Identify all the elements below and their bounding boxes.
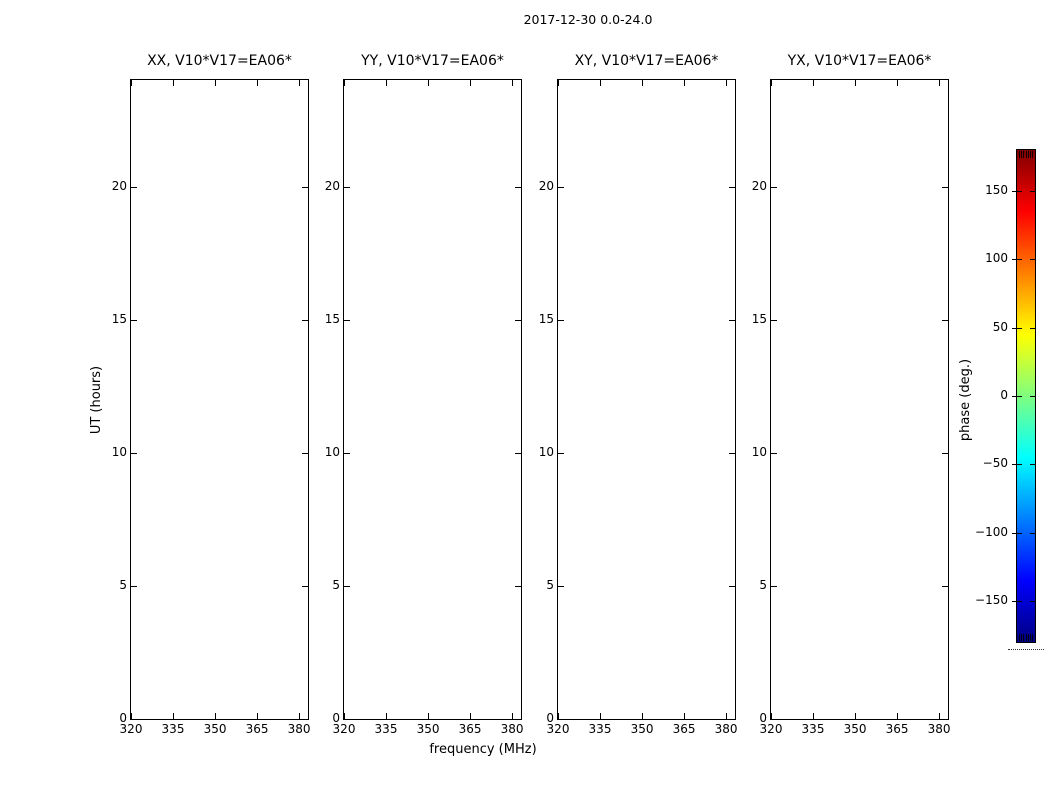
y-tick-label: 15 bbox=[324, 311, 340, 326]
x-axis-label: frequency (MHz) bbox=[429, 742, 537, 757]
y-tick-label: 5 bbox=[119, 577, 127, 592]
y-tick-label: 10 bbox=[538, 444, 554, 459]
x-tick-top bbox=[344, 80, 345, 86]
x-tick-label: 350 bbox=[203, 722, 227, 736]
colorbar-tick-left bbox=[1012, 601, 1022, 602]
x-tick-top bbox=[813, 80, 814, 86]
x-tick-top bbox=[558, 80, 559, 86]
panel-title: YX, V10*V17=EA06* bbox=[787, 53, 932, 69]
panel-title: XY, V10*V17=EA06* bbox=[574, 53, 719, 69]
x-tick-label: 365 bbox=[885, 722, 909, 736]
colorbar-tick-label: 50 bbox=[992, 319, 1008, 334]
x-tick-label: 335 bbox=[801, 722, 825, 736]
y-tick-left bbox=[131, 187, 137, 188]
y-tick-left bbox=[558, 320, 564, 321]
colorbar-tick-left bbox=[1012, 464, 1022, 465]
colorbar-tick-label: 0 bbox=[1000, 388, 1008, 402]
y-tick-label: 15 bbox=[538, 311, 554, 326]
colorbar-end-hatch bbox=[1032, 151, 1033, 158]
y-tick-label: 20 bbox=[538, 178, 554, 193]
x-tick-label: 365 bbox=[458, 722, 482, 736]
colorbar-end-hatch bbox=[1019, 634, 1020, 641]
x-tick-bottom bbox=[299, 713, 300, 719]
x-tick-bottom bbox=[642, 713, 643, 719]
x-tick-top bbox=[726, 80, 727, 86]
y-tick-left bbox=[558, 453, 564, 454]
x-tick-label: 320 bbox=[332, 722, 356, 736]
plot-area bbox=[130, 79, 309, 720]
x-tick-bottom bbox=[684, 713, 685, 719]
y-tick-left bbox=[771, 453, 777, 454]
y-tick-label: 10 bbox=[751, 444, 767, 459]
x-tick-label: 320 bbox=[546, 722, 570, 736]
colorbar-end-hatch bbox=[1021, 634, 1022, 641]
colorbar-end-hatch bbox=[1028, 634, 1029, 641]
colorbar-tick-left bbox=[1012, 259, 1022, 260]
colorbar-end-hatch bbox=[1030, 634, 1031, 641]
plot-area bbox=[343, 79, 522, 720]
x-tick-top bbox=[386, 80, 387, 86]
colorbar-tick-left bbox=[1012, 328, 1022, 329]
x-tick-label: 365 bbox=[245, 722, 269, 736]
y-tick-right bbox=[942, 320, 948, 321]
y-tick-left bbox=[344, 586, 350, 587]
x-tick-label: 380 bbox=[500, 722, 524, 736]
plot-area bbox=[770, 79, 949, 720]
y-tick-right bbox=[942, 453, 948, 454]
colorbar-tick-right bbox=[1030, 464, 1035, 465]
x-tick-label: 350 bbox=[630, 722, 654, 736]
x-tick-label: 320 bbox=[759, 722, 783, 736]
colorbar-tick-left bbox=[1012, 396, 1022, 397]
y-tick-label: 5 bbox=[332, 577, 340, 592]
x-tick-label: 335 bbox=[374, 722, 398, 736]
colorbar-end-hatch bbox=[1032, 634, 1033, 641]
x-tick-top bbox=[855, 80, 856, 86]
y-tick-right bbox=[942, 719, 948, 720]
colorbar-tick-right bbox=[1030, 533, 1035, 534]
y-tick-left bbox=[771, 320, 777, 321]
y-tick-label: 0 bbox=[332, 711, 340, 725]
x-tick-top bbox=[215, 80, 216, 86]
x-tick-top bbox=[600, 80, 601, 86]
colorbar-tick-label: 150 bbox=[985, 183, 1008, 197]
colorbar-dotted-line bbox=[1008, 649, 1044, 650]
colorbar-end-hatch bbox=[1023, 634, 1024, 641]
y-tick-left bbox=[344, 453, 350, 454]
x-tick-bottom bbox=[726, 713, 727, 719]
y-tick-label: 15 bbox=[751, 311, 767, 326]
y-tick-label: 20 bbox=[751, 178, 767, 193]
y-tick-left bbox=[558, 187, 564, 188]
y-tick-left bbox=[771, 719, 777, 720]
y-tick-label: 5 bbox=[759, 577, 767, 592]
x-tick-label: 380 bbox=[287, 722, 311, 736]
colorbar-tick-right bbox=[1030, 328, 1035, 329]
x-tick-bottom bbox=[257, 713, 258, 719]
y-tick-left bbox=[131, 320, 137, 321]
y-tick-left bbox=[771, 187, 777, 188]
colorbar-tick-right bbox=[1030, 259, 1035, 260]
colorbar-end-hatch bbox=[1023, 151, 1024, 158]
y-tick-label: 20 bbox=[111, 178, 127, 193]
y-tick-label: 10 bbox=[111, 444, 127, 459]
x-tick-bottom bbox=[215, 713, 216, 719]
colorbar-tick-right bbox=[1030, 601, 1035, 602]
x-tick-bottom bbox=[512, 713, 513, 719]
x-tick-top bbox=[512, 80, 513, 86]
x-tick-bottom bbox=[428, 713, 429, 719]
y-tick-label: 0 bbox=[119, 711, 127, 725]
x-tick-bottom bbox=[813, 713, 814, 719]
y-tick-label: 10 bbox=[324, 444, 340, 459]
colorbar-tick-label: 100 bbox=[985, 251, 1008, 266]
x-tick-top bbox=[684, 80, 685, 86]
x-tick-label: 335 bbox=[161, 722, 185, 736]
y-tick-left bbox=[131, 586, 137, 587]
colorbar-end-hatch bbox=[1028, 151, 1029, 158]
colorbar-tick-label: −50 bbox=[982, 456, 1008, 471]
x-tick-label: 350 bbox=[843, 722, 867, 736]
x-tick-top bbox=[771, 80, 772, 86]
x-tick-bottom bbox=[600, 713, 601, 719]
x-tick-top bbox=[173, 80, 174, 86]
x-tick-bottom bbox=[897, 713, 898, 719]
y-axis-label: UT (hours) bbox=[89, 365, 104, 435]
y-tick-left bbox=[344, 719, 350, 720]
x-tick-top bbox=[428, 80, 429, 86]
y-tick-label: 0 bbox=[759, 711, 767, 725]
y-tick-left bbox=[558, 586, 564, 587]
x-tick-bottom bbox=[855, 713, 856, 719]
colorbar-end-hatch bbox=[1030, 151, 1031, 158]
x-tick-label: 335 bbox=[588, 722, 612, 736]
x-tick-bottom bbox=[470, 713, 471, 719]
y-tick-left bbox=[771, 586, 777, 587]
figure-title: 2017-12-30 0.0-24.0 bbox=[523, 12, 653, 27]
y-tick-right bbox=[942, 187, 948, 188]
x-tick-label: 380 bbox=[927, 722, 951, 736]
x-tick-top bbox=[897, 80, 898, 86]
y-tick-left bbox=[131, 453, 137, 454]
colorbar-tick-right bbox=[1030, 191, 1035, 192]
x-tick-bottom bbox=[173, 713, 174, 719]
y-tick-left bbox=[131, 719, 137, 720]
y-tick-label: 0 bbox=[546, 711, 554, 725]
x-tick-bottom bbox=[386, 713, 387, 719]
y-tick-right bbox=[942, 586, 948, 587]
panel-title: YY, V10*V17=EA06* bbox=[361, 53, 504, 69]
panel-title: XX, V10*V17=EA06* bbox=[147, 53, 292, 69]
x-tick-top bbox=[299, 80, 300, 86]
colorbar-tick-right bbox=[1030, 396, 1035, 397]
y-tick-left bbox=[344, 187, 350, 188]
y-tick-left bbox=[344, 320, 350, 321]
x-tick-top bbox=[131, 80, 132, 86]
y-tick-label: 5 bbox=[546, 577, 554, 592]
y-tick-left bbox=[558, 719, 564, 720]
colorbar-tick-label: −150 bbox=[975, 593, 1008, 607]
y-tick-label: 15 bbox=[111, 311, 127, 326]
colorbar-end-hatch bbox=[1026, 151, 1027, 158]
x-tick-label: 320 bbox=[119, 722, 143, 736]
x-tick-label: 365 bbox=[672, 722, 696, 736]
x-tick-top bbox=[642, 80, 643, 86]
x-tick-top bbox=[257, 80, 258, 86]
colorbar-end-hatch bbox=[1021, 151, 1022, 158]
colorbar-tick-left bbox=[1012, 533, 1022, 534]
x-tick-label: 380 bbox=[714, 722, 738, 736]
x-tick-label: 350 bbox=[416, 722, 440, 736]
colorbar-tick-label: −100 bbox=[975, 524, 1008, 539]
colorbar-tick-left bbox=[1012, 191, 1022, 192]
colorbar-end-hatch bbox=[1019, 151, 1020, 158]
x-tick-bottom bbox=[939, 713, 940, 719]
plot-area bbox=[557, 79, 736, 720]
x-tick-top bbox=[470, 80, 471, 86]
y-tick-label: 20 bbox=[324, 178, 340, 193]
colorbar-end-hatch bbox=[1026, 634, 1027, 641]
x-tick-top bbox=[939, 80, 940, 86]
colorbar-label: phase (deg.) bbox=[958, 358, 973, 442]
